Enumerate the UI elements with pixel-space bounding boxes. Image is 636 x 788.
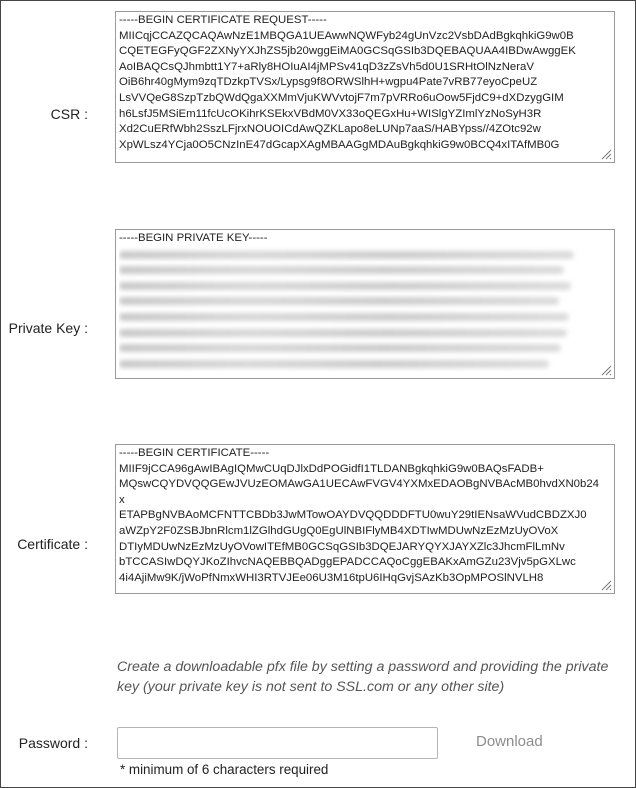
csr-text-line: Xd2CuERfWbh2SszLFjrxNOUOICdAwQZKLapo8eLUNp7aaS/HABYpss//4ZOtc92w: [119, 123, 541, 136]
private-key-redacted-line: [119, 262, 611, 278]
certificate-label: Certificate :: [17, 536, 88, 552]
password-label: Password :: [18, 735, 88, 751]
private-key-blurred-text: [119, 247, 611, 372]
certificate-text-line: DTIyMDUwNzEzMzUyOVowITEfMB0GCSqGSIb3DQEJARYQYXJAYXZlc3JhcmFlLmNv: [119, 540, 565, 553]
private-key-redacted-line: [119, 293, 611, 309]
certificate-text-line: -----BEGIN CERTIFICATE-----: [119, 447, 270, 459]
certificate-text-line: aWZpY2F0ZSBJbnRlcm1lZGlhdGUgQ0EgUlNBIFlyMB4XDTIwMDUwNzEzMzUyOVoX: [119, 524, 559, 537]
private-key-textarea[interactable]: [115, 229, 615, 379]
private-key-redacted-line: [119, 356, 611, 372]
password-input[interactable]: [117, 727, 438, 759]
private-key-redacted-line: [119, 247, 611, 263]
csr-textarea[interactable]: [115, 11, 615, 163]
csr-text-line: h6LsfJ5MSiEm11fcUcOKihrKSEkxVBdM0VX33oQEGxHu+WISlgYZImlYzNoSyH3R: [119, 107, 542, 120]
csr-text-line: XpWLsz4YCja0O5CNzInE47dGcapXAgMBAAGgMDAuBgkqhkiG9w0BCQ4xITAfMB0G: [119, 138, 560, 151]
csr-text-line: OiB6hr40gMym9zqTDzkpTVSx/Lypsg9f8ORWSlhH+wgpu4Pate7vRB77eyoCpeUZ: [119, 76, 538, 89]
private-key-redacted-line: [119, 325, 611, 341]
private-key-redacted-line: [119, 309, 611, 325]
resize-handle-icon[interactable]: [600, 148, 612, 160]
csr-text-line: AoIBAQCsQJhmbtt1Y7+aRly8HOIuAI4jMPSv41qD3zZsVh5d0U1SRHtOlNzNeraV: [119, 60, 534, 73]
csr-text-line: -----BEGIN CERTIFICATE REQUEST-----: [119, 14, 327, 26]
download-button[interactable]: Download: [476, 733, 543, 750]
password-requirement-note: * minimum of 6 characters required: [120, 762, 329, 777]
csr-label: CSR :: [50, 106, 88, 122]
certificate-text: [119, 446, 611, 586]
private-key-redacted-line: [119, 278, 611, 294]
certificate-text-line: MIIF9jCCA96gAwIBAgIQMwCUqDJlxDdPOGidfI1TLDANBgkqhkiG9w0BAQsFADB+: [119, 462, 544, 475]
certificate-text-line: MQswCQYDVQQGEwJVUzEOMAwGA1UECAwFVGV4YXMxEDAOBgNVBAcMB0hvdXN0b24: [119, 478, 600, 491]
resize-handle-icon[interactable]: [600, 364, 612, 376]
csr-text-line: CQETEGFyQGF2ZXNyYXJhZS5jb20wggEiMA0GCSqGSIb3DQEBAQUAA4IBDwAwggEK: [119, 45, 576, 58]
csr-text-line: LsVVQeG8SzpTzbQWdQgaXXMmVjuKWVvtojF7m7pVRRo6uOow5FjdC9+dXDzygGIM: [119, 91, 564, 104]
certificate-text-line: x: [119, 493, 125, 506]
csr-text: [119, 13, 611, 153]
private-key-header: -----BEGIN PRIVATE KEY-----: [119, 232, 268, 244]
resize-handle-icon[interactable]: [600, 579, 612, 591]
private-key-label: Private Key :: [8, 320, 88, 336]
certificate-textarea[interactable]: [115, 444, 615, 594]
private-key-redacted-line: [119, 340, 611, 356]
pfx-helper-text: Create a downloadable pfx file by setting a password and providing the private key (your private key is not sent to SSL.com or any other site): [117, 659, 609, 695]
certificate-text-line: 4i4AjiMw9K/jWoPfNmxWHI3RTVJEe06U3M16tpU6IHqGvjSAzKb3OpMPOSlNVLH8: [119, 571, 544, 584]
certificate-text-line: ETAPBgNVBAoMCFNTTCBDb3JwMTowOAYDVQQDDDFTU0wuY29tIENsaWVudCBDZXJ0: [119, 509, 587, 522]
csr-text-line: MIICqjCCAZQCAQAwNzE1MBQGA1UEAwwNQWFyb24gUnVzc2VsbDAdBgkqhkiG9w0B: [119, 29, 574, 42]
certificate-text-line: bTCCASIwDQYJKoZIhvcNAQEBBQADggEPADCCAQoCggEBAKxAmGZu23Vjv5pGXLwc: [119, 556, 576, 569]
